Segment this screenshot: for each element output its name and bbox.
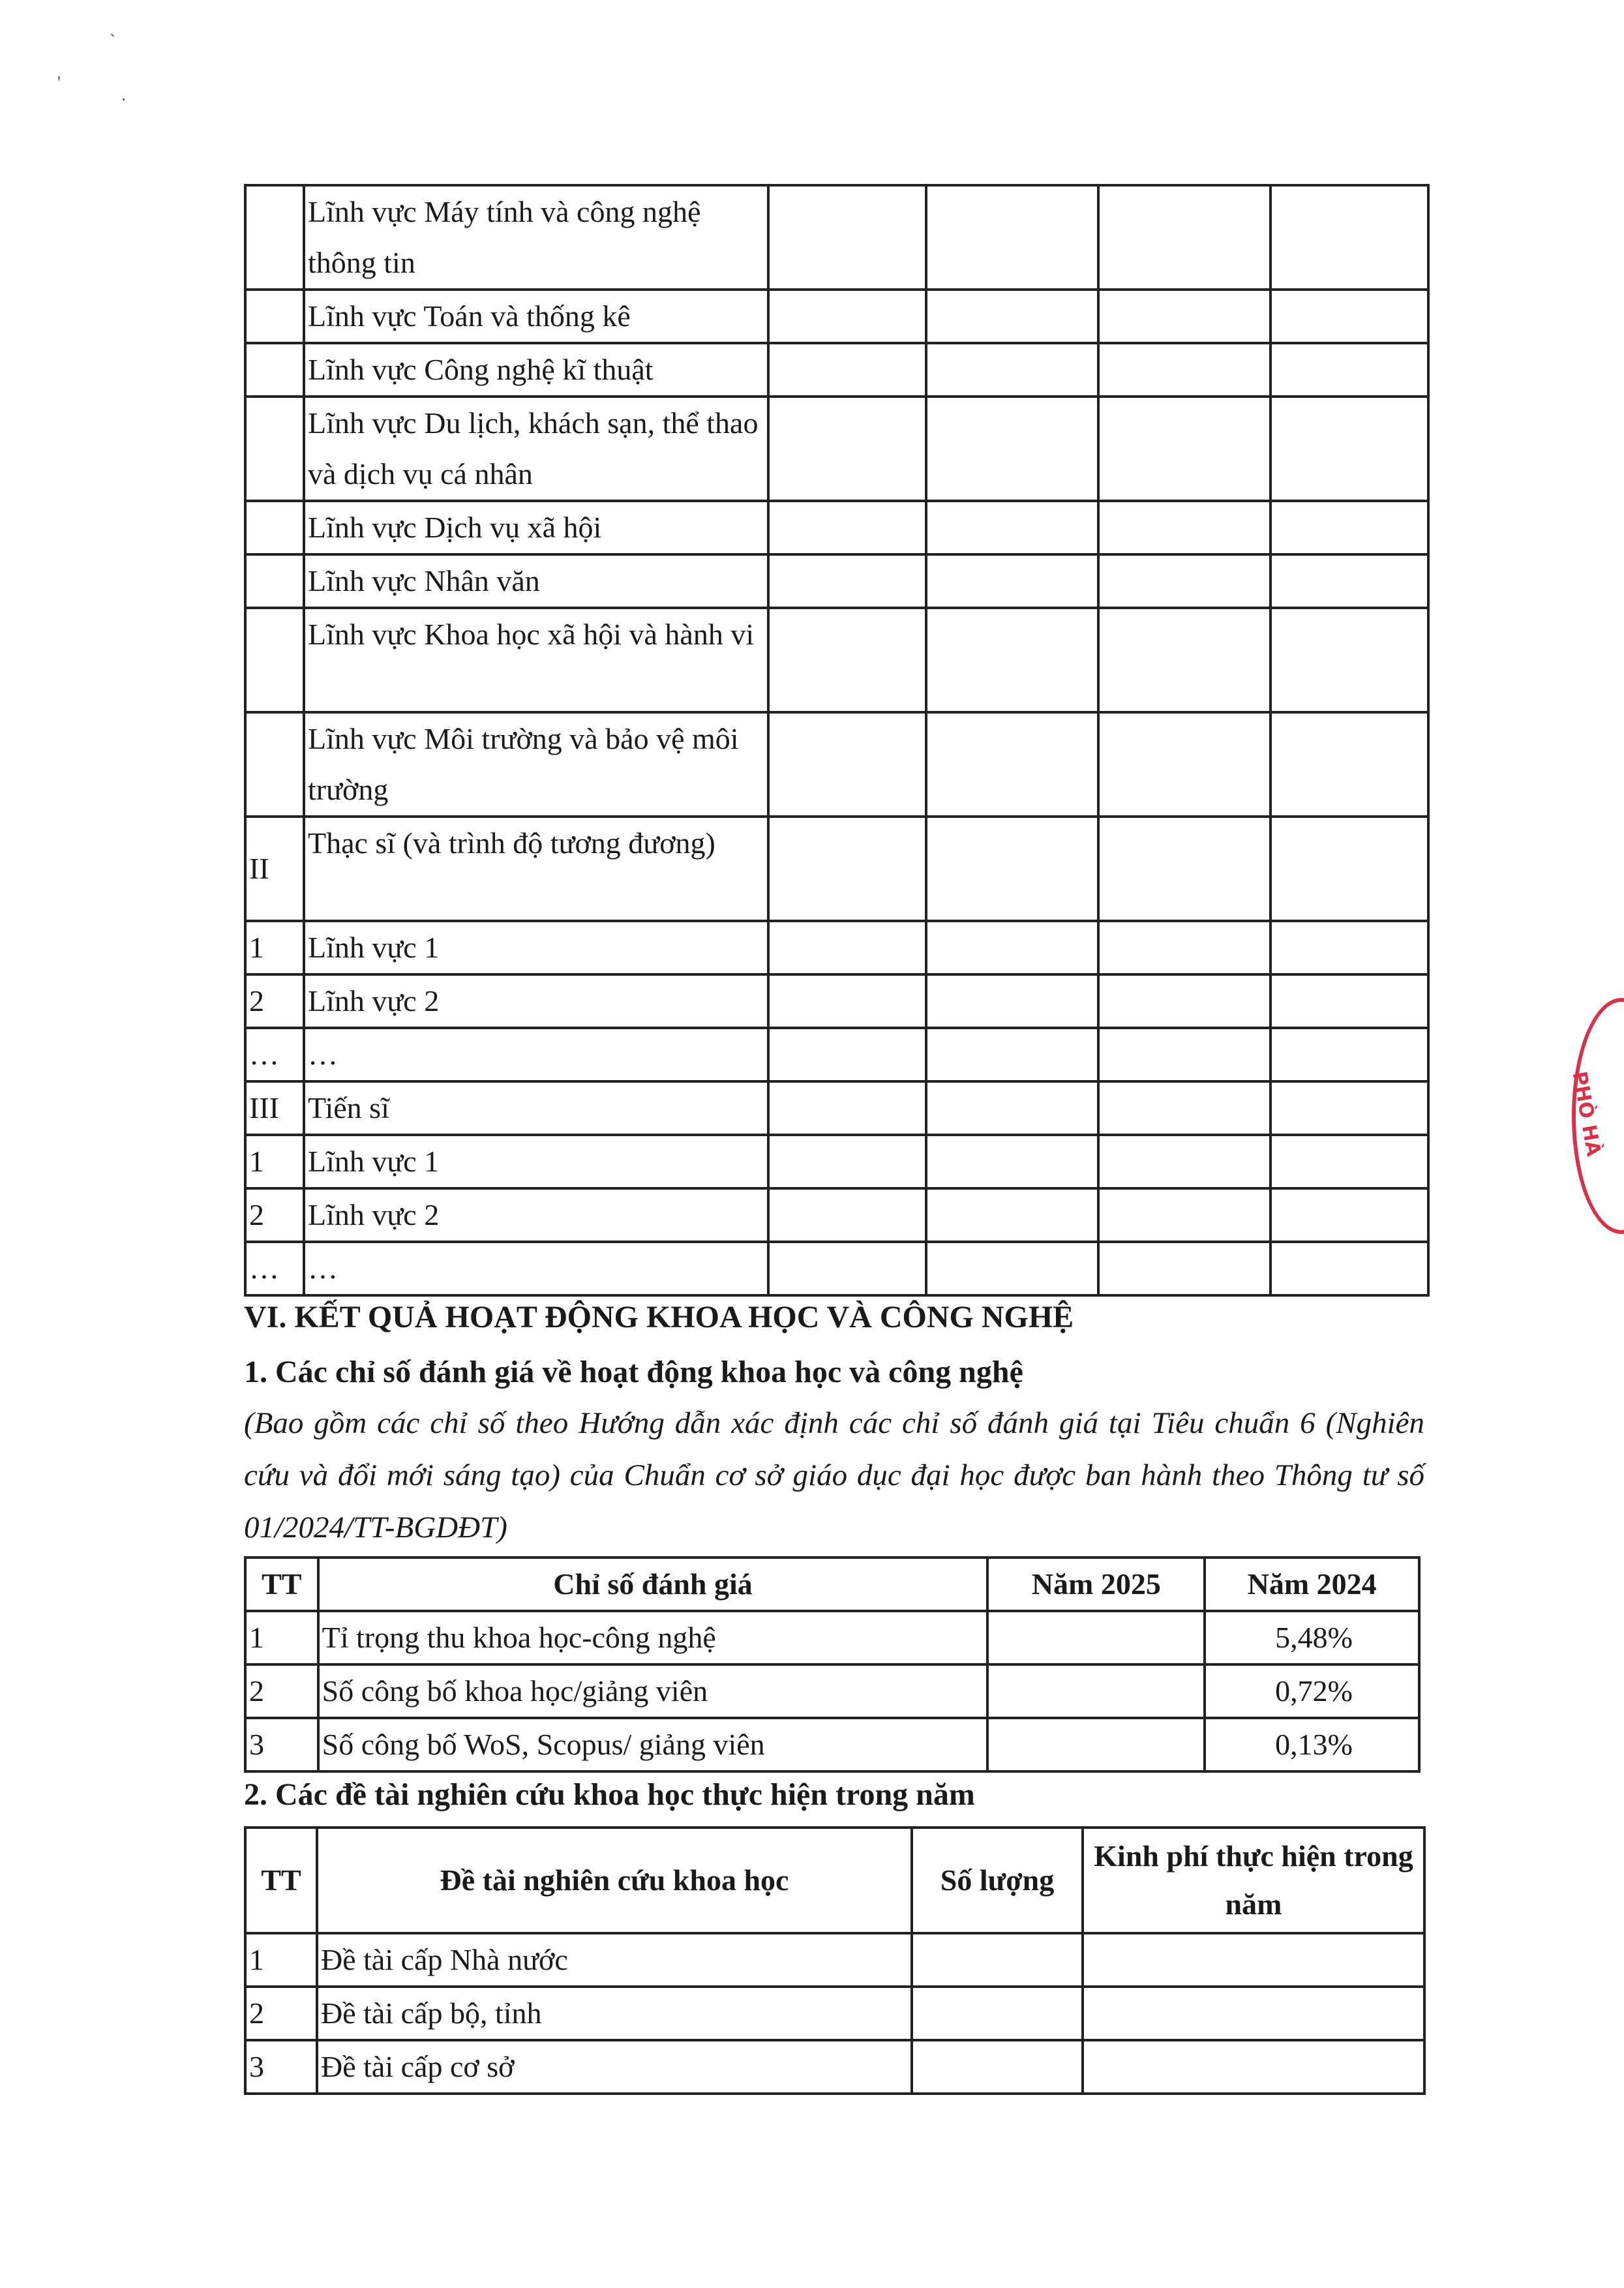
programs-cell-name: Lĩnh vực Du lịch, khách sạn, thể thao và dịch vụ cá nhân (304, 397, 768, 501)
programs-cell-value (926, 817, 1098, 921)
programs-cell-value (1271, 1188, 1428, 1242)
programs-cell-tt (245, 397, 304, 501)
indicators-header-2025: Năm 2025 (987, 1558, 1205, 1611)
programs-row (245, 1135, 1428, 1188)
programs-cell-value (1271, 817, 1428, 921)
projects-cell-name: Đề tài cấp bộ, tỉnh (317, 1987, 912, 2040)
programs-cell-value (926, 185, 1098, 290)
section-vi-title: VI. KẾT QUẢ HOẠT ĐỘNG KHOA HỌC VÀ CÔNG NGHỆ (244, 1300, 1074, 1334)
programs-cell-tt: 1 (245, 921, 304, 974)
projects-cell-qty (912, 2040, 1083, 2094)
indicators-cell-2024: 0,13% (1205, 1718, 1419, 1771)
programs-cell-tt: III (245, 1081, 304, 1135)
programs-cell-value (768, 554, 926, 608)
section-vi-1-title: 1. Các chỉ số đánh giá về hoạt động khoa học và công nghệ (244, 1355, 1023, 1389)
programs-cell-value (768, 712, 926, 817)
indicators-header-row (245, 1558, 1419, 1611)
programs-cell-value (1271, 608, 1428, 712)
programs-row (245, 1242, 1428, 1295)
programs-cell-value (1098, 608, 1271, 712)
programs-cell-tt: … (245, 1242, 304, 1295)
programs-cell-value (1098, 397, 1271, 501)
programs-cell-value (768, 817, 926, 921)
indicators-row (245, 1664, 1419, 1718)
section-vi-2-title: 2. Các đề tài nghiên cứu khoa học thực hiện trong năm (244, 1777, 975, 1812)
programs-cell-value (1098, 290, 1271, 343)
programs-cell-value (1098, 712, 1271, 817)
programs-cell-value (1098, 1242, 1271, 1295)
indicators-cell-tt: 1 (245, 1611, 318, 1664)
section-vi-1-note: (Bao gồm các chỉ số theo Hướng dẫn xác định các chỉ số đánh giá tại Tiêu chuẩn 6 (Nghiên cứu và đổi mới sáng tạo) của Chuẩn cơ sở giáo dục đại học được ban hành theo Thông tư số 01/2024/TT-BGDĐT) (244, 1406, 1424, 1544)
indicators-cell-tt: 2 (245, 1664, 318, 1718)
programs-cell-name: Lĩnh vực Dịch vụ xã hội (304, 501, 768, 554)
programs-cell-value (768, 921, 926, 974)
projects-header-cost: Kinh phí thực hiện trong năm (1083, 1828, 1424, 1933)
programs-cell-name: Lĩnh vực Toán và thống kê (304, 290, 768, 343)
programs-cell-value (1271, 397, 1428, 501)
programs-cell-value (926, 554, 1098, 608)
indicators-header-tt: TT (245, 1558, 318, 1611)
programs-cell-value (1271, 1135, 1428, 1188)
programs-cell-name: Lĩnh vực 2 (304, 1188, 768, 1242)
projects-row (245, 1987, 1424, 2040)
programs-row (245, 343, 1428, 397)
programs-row (245, 1188, 1428, 1242)
programs-cell-tt (245, 712, 304, 817)
programs-cell-value (768, 501, 926, 554)
programs-cell-value (768, 1242, 926, 1295)
programs-row (245, 554, 1428, 608)
indicators-table-body (245, 1611, 1419, 1771)
projects-cell-tt: 3 (245, 2040, 317, 2094)
indicators-cell-2025 (987, 1718, 1205, 1771)
programs-row (245, 1081, 1428, 1135)
programs-row (245, 817, 1428, 921)
projects-cell-tt: 2 (245, 1987, 317, 2040)
projects-row (245, 1933, 1424, 1987)
programs-cell-value (1098, 501, 1271, 554)
indicators-table (244, 1556, 1421, 1773)
programs-cell-value (1098, 1081, 1271, 1135)
programs-row (245, 712, 1428, 817)
programs-cell-value (1098, 974, 1271, 1028)
programs-table (244, 184, 1430, 1297)
programs-cell-value (926, 1135, 1098, 1188)
programs-cell-value (1271, 1081, 1428, 1135)
projects-cell-qty (912, 1987, 1083, 2040)
programs-cell-value (1271, 501, 1428, 554)
programs-cell-tt (245, 343, 304, 397)
indicators-cell-2025 (987, 1664, 1205, 1718)
projects-cell-tt: 1 (245, 1933, 317, 1987)
programs-cell-value (926, 1188, 1098, 1242)
programs-row (245, 974, 1428, 1028)
programs-cell-value (926, 1081, 1098, 1135)
projects-cell-cost (1083, 1933, 1424, 1987)
programs-cell-value (768, 1028, 926, 1081)
programs-cell-name: Lĩnh vực Khoa học xã hội và hành vi (304, 608, 768, 712)
programs-cell-tt: 1 (245, 1135, 304, 1188)
programs-cell-value (926, 397, 1098, 501)
programs-cell-name: Lĩnh vực Môi trường và bảo vệ môi trường (304, 712, 768, 817)
programs-cell-value (1098, 1135, 1271, 1188)
programs-cell-value (1271, 554, 1428, 608)
projects-header-row (245, 1828, 1424, 1933)
programs-row (245, 501, 1428, 554)
programs-cell-name: Thạc sĩ (và trình độ tương đương) (304, 817, 768, 921)
scan-mark-2: ' (57, 73, 61, 93)
programs-cell-tt (245, 608, 304, 712)
programs-row (245, 290, 1428, 343)
programs-cell-value (768, 1081, 926, 1135)
programs-cell-value (1271, 1242, 1428, 1295)
programs-cell-value (926, 1242, 1098, 1295)
programs-cell-value (926, 974, 1098, 1028)
programs-cell-value (1098, 1028, 1271, 1081)
indicators-cell-2024: 0,72% (1205, 1664, 1419, 1718)
programs-cell-value (1271, 343, 1428, 397)
projects-table-body (245, 1933, 1424, 2094)
programs-cell-tt: II (245, 817, 304, 921)
scan-mark-1: ` (110, 31, 116, 52)
programs-cell-value (1271, 1028, 1428, 1081)
projects-table (244, 1826, 1426, 2095)
programs-cell-value (768, 290, 926, 343)
programs-cell-name: Lĩnh vực Công nghệ kĩ thuật (304, 343, 768, 397)
programs-cell-tt (245, 290, 304, 343)
projects-cell-name: Đề tài cấp Nhà nước (317, 1933, 912, 1987)
programs-cell-name: … (304, 1028, 768, 1081)
programs-cell-name: Lĩnh vực 1 (304, 1135, 768, 1188)
projects-cell-cost (1083, 2040, 1424, 2094)
programs-cell-value (1098, 921, 1271, 974)
programs-cell-name: Lĩnh vực Nhân văn (304, 554, 768, 608)
scan-mark-3: . (121, 85, 126, 105)
programs-cell-name: Lĩnh vực Máy tính và công nghệ thông tin (304, 185, 768, 290)
indicators-header-2024: Năm 2024 (1205, 1558, 1419, 1611)
programs-cell-value (1098, 1188, 1271, 1242)
programs-row (245, 1028, 1428, 1081)
red-stamp-text: PHÒ HÀ (1567, 1070, 1605, 1158)
programs-cell-value (926, 501, 1098, 554)
programs-cell-name: Tiến sĩ (304, 1081, 768, 1135)
programs-cell-value (768, 974, 926, 1028)
indicators-header-name: Chỉ số đánh giá (318, 1558, 988, 1611)
programs-cell-value (926, 290, 1098, 343)
programs-cell-tt (245, 501, 304, 554)
projects-cell-name: Đề tài cấp cơ sở (317, 2040, 912, 2094)
projects-header-qty: Số lượng (912, 1828, 1083, 1933)
programs-cell-value (1271, 290, 1428, 343)
programs-cell-value (768, 343, 926, 397)
programs-cell-tt (245, 554, 304, 608)
projects-header-name: Đề tài nghiên cứu khoa học (317, 1828, 912, 1933)
programs-row (245, 185, 1428, 290)
programs-cell-value (1098, 554, 1271, 608)
programs-cell-value (926, 343, 1098, 397)
projects-cell-cost (1083, 1987, 1424, 2040)
indicators-cell-name: Số công bố khoa học/giảng viên (318, 1664, 988, 1718)
programs-cell-tt (245, 185, 304, 290)
indicators-cell-2025 (987, 1611, 1205, 1664)
programs-table-body (245, 185, 1428, 1295)
programs-cell-value (768, 1188, 926, 1242)
programs-cell-tt: 2 (245, 1188, 304, 1242)
indicators-cell-name: Số công bố WoS, Scopus/ giảng viên (318, 1718, 988, 1771)
programs-cell-value (768, 397, 926, 501)
programs-row (245, 397, 1428, 501)
programs-cell-value (926, 608, 1098, 712)
indicators-cell-tt: 3 (245, 1718, 318, 1771)
programs-cell-value (768, 1135, 926, 1188)
projects-cell-qty (912, 1933, 1083, 1987)
programs-row (245, 608, 1428, 712)
programs-cell-tt: 2 (245, 974, 304, 1028)
programs-cell-name: Lĩnh vực 2 (304, 974, 768, 1028)
programs-cell-value (1098, 185, 1271, 290)
programs-cell-value (768, 185, 926, 290)
programs-row (245, 921, 1428, 974)
programs-cell-value (1271, 185, 1428, 290)
programs-cell-value (768, 608, 926, 712)
programs-cell-value (926, 712, 1098, 817)
programs-cell-value (1271, 712, 1428, 817)
programs-cell-value (926, 1028, 1098, 1081)
indicators-row (245, 1611, 1419, 1664)
programs-cell-value (1271, 921, 1428, 974)
programs-cell-name: … (304, 1242, 768, 1295)
projects-header-tt: TT (245, 1828, 317, 1933)
programs-cell-value (1098, 817, 1271, 921)
programs-cell-value (1098, 343, 1271, 397)
programs-cell-value (1271, 974, 1428, 1028)
projects-row (245, 2040, 1424, 2094)
programs-cell-name: Lĩnh vực 1 (304, 921, 768, 974)
programs-cell-value (926, 921, 1098, 974)
indicators-cell-name: Tỉ trọng thu khoa học-công nghệ (318, 1611, 988, 1664)
indicators-row (245, 1718, 1419, 1771)
programs-cell-tt: … (245, 1028, 304, 1081)
indicators-cell-2024: 5,48% (1205, 1611, 1419, 1664)
